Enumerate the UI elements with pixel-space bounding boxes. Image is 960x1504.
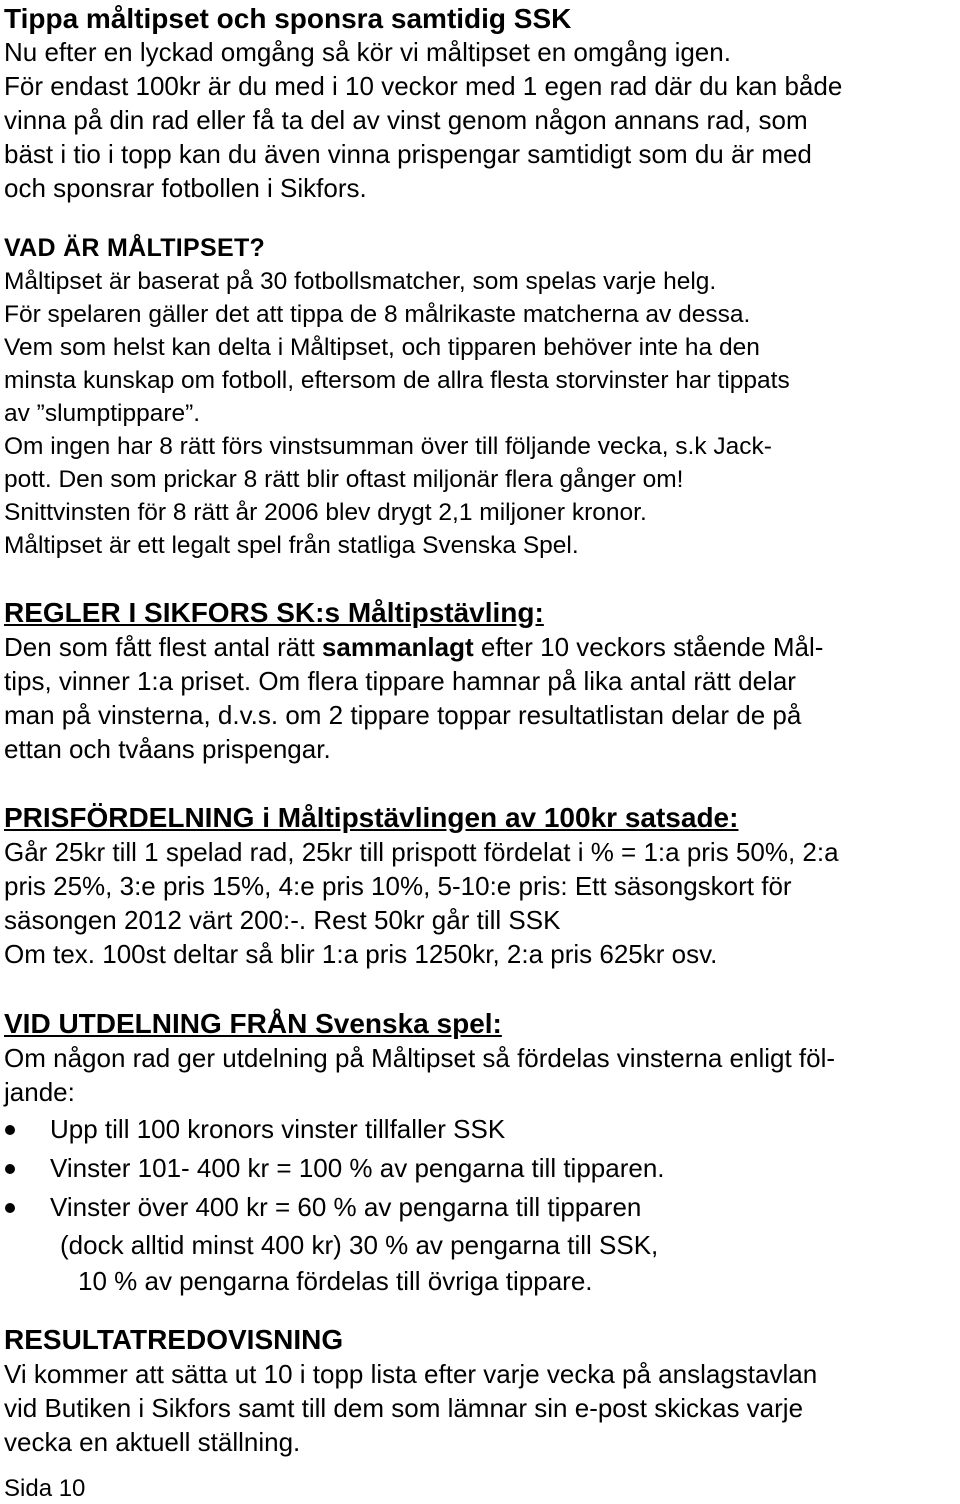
list-item [4, 1188, 956, 1227]
vad-line: minsta kunskap om fotboll, eftersom de allra flesta storvinster har tippats [4, 367, 790, 394]
document-page [4, 0, 956, 1459]
vid-section [4, 1007, 956, 1299]
intro-title: Tippa måltipset och sponsra samtidig SSK [4, 3, 572, 34]
vid-line: jande: [4, 1077, 75, 1107]
vid-heading: VID UTDELNING FRÅN Svenska spel: [4, 1008, 502, 1039]
resultat-line: vid Butiken i Sikfors samt till dem som lämnar sin e-post skickas varje [4, 1393, 804, 1423]
intro-line: För endast 100kr är du med i 10 veckor med 1 egen rad där du kan både [4, 71, 843, 101]
vid-line: Om någon rad ger utdelning på Måltipset så fördelas vinsterna enligt föl- [4, 1043, 836, 1073]
bullet-icon [5, 1125, 15, 1135]
resultat-line: vecka en aktuell ställning. [4, 1427, 301, 1457]
resultat-line: Vi kommer att sätta ut 10 i topp lista efter varje vecka på anslagstavlan [4, 1359, 818, 1389]
intro-line: Nu efter en lyckad omgång så kör vi måltipset en omgång igen. [4, 37, 731, 67]
pris-line: pris 25%, 3:e pris 15%, 4:e pris 10%, 5-10:e pris: Ett säsongskort för [4, 871, 792, 901]
vad-line: Snittvinsten för 8 rätt år 2006 blev drygt 2,1 miljoner kronor. [4, 499, 647, 526]
intro-section [4, 2, 956, 205]
pris-line: säsongen 2012 värt 200:-. Rest 50kr går till SSK [4, 905, 561, 935]
bullet-icon [5, 1164, 15, 1174]
list-item [4, 1149, 956, 1188]
vid-bullet-list [4, 1110, 956, 1227]
regler-heading: REGLER I SIKFORS SK:s Måltipstävling: [4, 597, 544, 628]
list-item-text: Upp till 100 kronors vinster tillfaller SSK [50, 1114, 506, 1144]
bullet-icon [5, 1203, 15, 1213]
page-number: Sida 10 [4, 1475, 86, 1502]
vid-continuation-line: (dock alltid minst 400 kr) 30 % av pengarna till SSK, [60, 1230, 659, 1260]
list-item-text: Vinster över 400 kr = 60 % av pengarna till tipparen [50, 1192, 642, 1222]
vid-continuation-line: 10 % av pengarna fördelas till övriga tippare. [78, 1266, 593, 1296]
intro-line: vinna på din rad eller få ta del av vinst genom någon annans rad, som [4, 105, 808, 135]
vad-line: För spelaren gäller det att tippa de 8 målrikaste matcherna av dessa. [4, 301, 751, 328]
regler-section [4, 596, 956, 766]
pris-line: Om tex. 100st deltar så blir 1:a pris 1250kr, 2:a pris 625kr osv. [4, 939, 718, 969]
pris-heading: PRISFÖRDELNING i Måltipstävlingen av 100kr satsade: [4, 802, 739, 833]
regler-line-text: efter 10 veckors stående Mål- [473, 632, 824, 662]
intro-line: och sponsrar fotbollen i Sikfors. [4, 173, 367, 203]
regler-line-text: Den som fått flest antal rätt [4, 632, 322, 662]
pris-line: Går 25kr till 1 spelad rad, 25kr till prispott fördelat i % = 1:a pris 50%, 2:a [4, 837, 839, 867]
vad-line: pott. Den som prickar 8 rätt blir oftast miljonär flera gånger om! [4, 466, 684, 493]
vad-section [4, 232, 956, 562]
vad-heading: VAD ÄR MÅLTIPSET? [4, 234, 266, 262]
regler-line: man på vinsterna, d.v.s. om 2 tippare toppar resultatlistan delar de på [4, 700, 802, 730]
regler-line [4, 630, 956, 664]
resultat-heading: RESULTATREDOVISNING [4, 1324, 344, 1355]
pris-section [4, 801, 956, 971]
list-item [4, 1110, 956, 1149]
vad-line: Måltipset är ett legalt spel från statliga Svenska Spel. [4, 532, 579, 559]
regler-line: tips, vinner 1:a priset. Om flera tippare hamnar på lika antal rätt delar [4, 666, 796, 696]
regler-line: ettan och tvåans prispengar. [4, 734, 331, 764]
vad-line: Vem som helst kan delta i Måltipset, och tipparen behöver inte ha den [4, 334, 760, 361]
vad-line: av ”slumptippare”. [4, 400, 201, 427]
vad-line: Om ingen har 8 rätt förs vinstsumman över till följande vecka, s.k Jack- [4, 433, 772, 460]
regler-emphasis: sammanlagt [321, 632, 474, 662]
list-item-text: Vinster 101- 400 kr = 100 % av pengarna till tipparen. [50, 1153, 665, 1183]
resultat-section [4, 1323, 956, 1459]
vad-line: Måltipset är baserat på 30 fotbollsmatcher, som spelas varje helg. [4, 268, 717, 295]
intro-line: bäst i tio i topp kan du även vinna prispengar samtidigt som du är med [4, 139, 812, 169]
